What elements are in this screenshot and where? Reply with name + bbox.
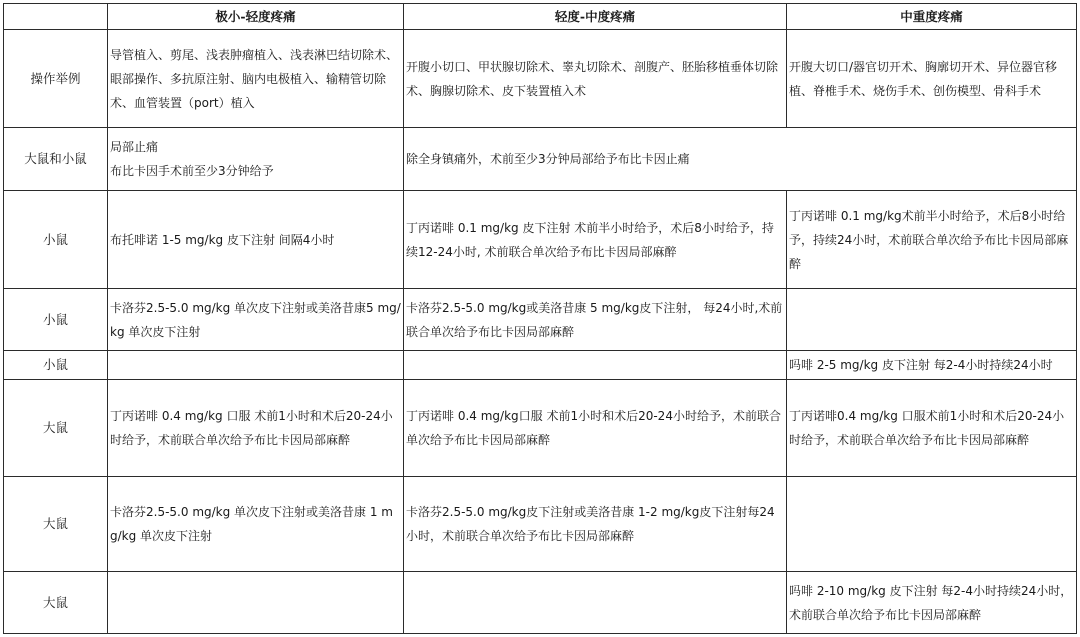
- header-row: [4, 4, 1077, 30]
- table-cell: 布托啡诺 1-5 mg/kg 皮下注射 间隔4小时: [108, 191, 404, 289]
- row-label: 操作举例: [4, 30, 108, 128]
- row-label: 小鼠: [4, 351, 108, 380]
- table-cell: [787, 289, 1077, 351]
- table-cell: [404, 351, 787, 380]
- row-label: 小鼠: [4, 191, 108, 289]
- table-cell: 卡洛芬2.5-5.0 mg/kg或美洛昔康 5 mg/kg皮下注射， 每24小时,术前联合单次给予布比卡因局部麻醉: [404, 289, 787, 351]
- table-cell: 吗啡 2-5 mg/kg 皮下注射 每2-4小时持续24小时: [787, 351, 1077, 380]
- table-cell: [787, 477, 1077, 572]
- table-row: [4, 380, 1077, 477]
- table-cell: 局部止痛 布比卡因手术前至少3分钟给予: [108, 128, 404, 191]
- analgesia-table: [3, 3, 1077, 634]
- row-label: 小鼠: [4, 289, 108, 351]
- table-cell: [108, 572, 404, 634]
- table-cell: 卡洛芬2.5-5.0 mg/kg 单次皮下注射或美洛昔康5 mg/kg 单次皮下注射: [108, 289, 404, 351]
- table-row: [4, 30, 1077, 128]
- table-cell: [108, 351, 404, 380]
- table-cell: 开腹小切口、甲状腺切除术、睾丸切除术、剖腹产、胚胎移植垂体切除术、胸腺切除术、皮下装置植入术: [404, 30, 787, 128]
- table-cell: 导管植入、剪尾、浅表肿瘤植入、浅表淋巴结切除术、眼部操作、多抗原注射、脑内电极植入、输精管切除术、血管装置（port）植入: [108, 30, 404, 128]
- table-cell: 吗啡 2-10 mg/kg 皮下注射 每2-4小时持续24小时，术前联合单次给予布比卡因局部麻醉: [787, 572, 1077, 634]
- header-minimal-mild: 极小-轻度疼痛: [108, 4, 404, 30]
- row-label: 大鼠: [4, 572, 108, 634]
- table-cell: 丁丙诺啡 0.4 mg/kg口服 术前1小时和术后20-24小时给予，术前联合单次给予布比卡因局部麻醉: [404, 380, 787, 477]
- header-moderate-severe: 中重度疼痛: [787, 4, 1077, 30]
- table-row: [4, 477, 1077, 572]
- table-row: [4, 351, 1077, 380]
- table-row: [4, 289, 1077, 351]
- row-label: 大鼠: [4, 380, 108, 477]
- table-row: [4, 191, 1077, 289]
- table-cell: 卡洛芬2.5-5.0 mg/kg皮下注射或美洛昔康 1-2 mg/kg皮下注射每24小时，术前联合单次给予布比卡因局部麻醉: [404, 477, 787, 572]
- table-cell: [404, 572, 787, 634]
- table-row: [4, 128, 1077, 191]
- table-row: [4, 572, 1077, 634]
- table-cell: 丁丙诺啡0.4 mg/kg 口服术前1小时和术后20-24小时给予，术前联合单次给予布比卡因局部麻醉: [787, 380, 1077, 477]
- table-cell: 开腹大切口/器官切开术、胸廓切开术、异位器官移植、脊椎手术、烧伤手术、创伤模型、骨科手术: [787, 30, 1077, 128]
- row-label: 大鼠和小鼠: [4, 128, 108, 191]
- table-cell: 丁丙诺啡 0.1 mg/kg术前半小时给予，术后8小时给予，持续24小时，术前联合单次给予布比卡因局部麻醉: [787, 191, 1077, 289]
- header-corner: [4, 4, 108, 30]
- table-cell: 丁丙诺啡 0.1 mg/kg 皮下注射 术前半小时给予，术后8小时给予，持续12-24小时, 术前联合单次给予布比卡因局部麻醉: [404, 191, 787, 289]
- table-cell: 卡洛芬2.5-5.0 mg/kg 单次皮下注射或美洛昔康 1 mg/kg 单次皮下注射: [108, 477, 404, 572]
- row-label: 大鼠: [4, 477, 108, 572]
- table-cell: 丁丙诺啡 0.4 mg/kg 口服 术前1小时和术后20-24小时给予，术前联合单次给予布比卡因局部麻醉: [108, 380, 404, 477]
- table-cell-merged: 除全身镇痛外，术前至少3分钟局部给予布比卡因止痛: [404, 128, 1077, 191]
- header-mild-moderate: 轻度-中度疼痛: [404, 4, 787, 30]
